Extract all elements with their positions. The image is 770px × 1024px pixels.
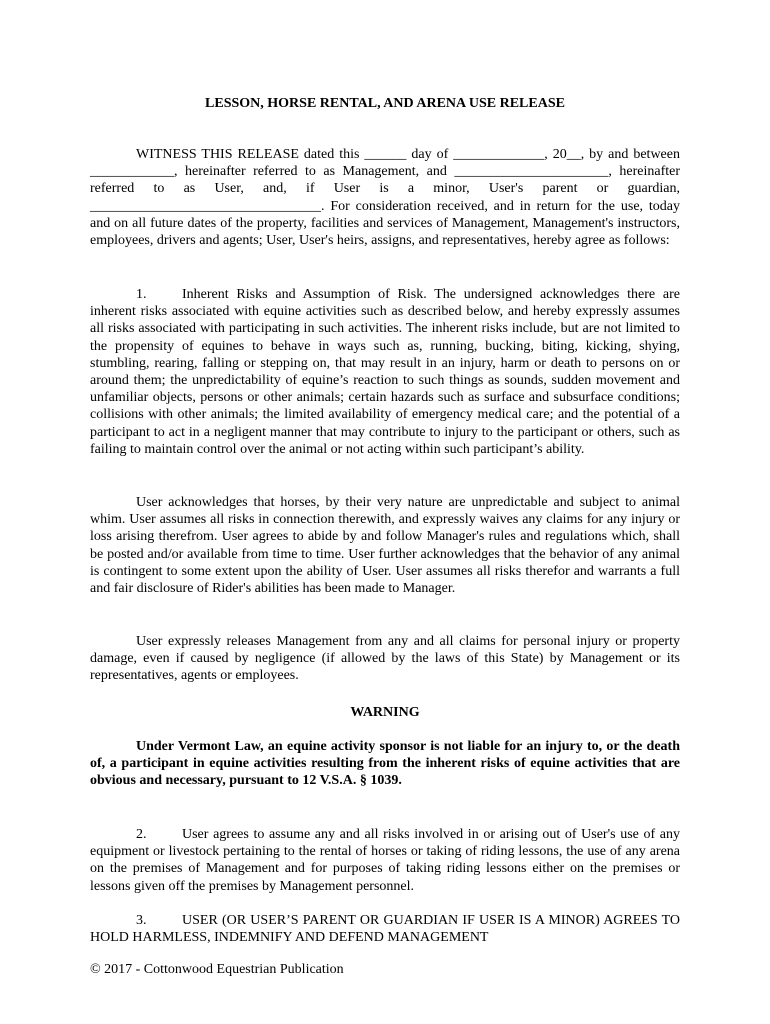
- release-text: User expressly releases Management from any and all claims for personal injury or property damage, even if caused by negligence (if allowed by the laws of this State) by Management or its representatives, agents or employees.: [90, 634, 680, 684]
- warning-text: Under Vermont Law, an equine activity sponsor is not liable for an injury to, or the death of, a participant in equine activities resulting from the inherent risks of equine activities that are obvious and necessary, pursuant to 12 V.S.A. § 1039.: [90, 739, 680, 789]
- section-1-text: Inherent Risks and Assumption of Risk. The undersigned acknowledges there are inherent risks associated with equine activities such as described below, and hereby expressly assumes all risks associated with participating in such activities. The inherent risks include, but are not limited to the propensity of equines to behave in ways such as, running, bucking, biting, kicking, shying, stumbling, rearing, falling or stepping on, that may result in an injury, harm or death to persons on or around them; the unpredictability of equine’s reaction to such things as sounds, sudden movement and unfamiliar objects, persons or other animals; certain hazards such as surface and subsurface conditions; collisions with other animals; the limited availability of emergency medical care; and the potential of a participant to act in a negligent manner that may contribute to injury to the participant or others, such as failing to maintain control over the animal or not acting within such participant’s ability.: [90, 287, 680, 457]
- section-3-paragraph: [90, 912, 680, 946]
- user-acknowledges-text: User acknowledges that horses, by their very nature are unpredictable and subject to animal whim. User assumes all risks in connection therewith, and expressly waives any claims for any injury or loss arising therefrom. User agrees to abide by and follow Manager's rules and regulations which, shall be posted and/or available from time to time. User further acknowledges that the behavior of any animal is contingent to some extent upon the ability of User. User assumes all risks therefor and warrants a full and fair disclosure of Rider's abilities has been made to Manager.: [90, 495, 680, 597]
- section-2-paragraph: [90, 826, 680, 895]
- warning-heading: WARNING: [350, 705, 420, 720]
- user-acknowledges-paragraph: [90, 494, 680, 597]
- witness-text: WITNESS THIS RELEASE dated this ______ day of _____________, 20__, by and between ____________, hereinafter referred to as Management, and ______________________, hereinafter referred to as User, and, if User is a minor, User's parent or guardian, _________________________________. For consideration received, and in return for the use, today and on all future dates of the property, facilities and services of Management, Management's instructors, employees, drivers and agents; User, User's heirs, assigns, and representatives, hereby agree as follows:: [90, 147, 680, 249]
- section-3-number: 3.: [136, 913, 147, 928]
- release-paragraph: [90, 633, 680, 685]
- page-footer: © 2017 - Cottonwood Equestrian Publication: [90, 962, 344, 977]
- section-3-text: USER (OR USER’S PARENT OR GUARDIAN IF USER IS A MINOR) AGREES TO HOLD HARMLESS, INDEMNIFY AND DEFEND MANAGEMENT: [90, 913, 680, 946]
- section-1-number: 1.: [136, 287, 147, 302]
- warning-paragraph: [90, 738, 680, 790]
- section-2-text: User agrees to assume any and all risks involved in or arising out of User's use of any equipment or livestock pertaining to the rental of horses or taking of riding lessons, the use of any arena on the premises of Management and for purposes of taking riding lessons either on the premises or lessons given off the premises by Management personnel.: [90, 827, 680, 894]
- witness-paragraph: [90, 146, 680, 249]
- document-title: LESSON, HORSE RENTAL, AND ARENA USE RELEASE: [205, 96, 565, 111]
- section-1-paragraph: [90, 286, 680, 458]
- section-2-number: 2.: [136, 827, 147, 842]
